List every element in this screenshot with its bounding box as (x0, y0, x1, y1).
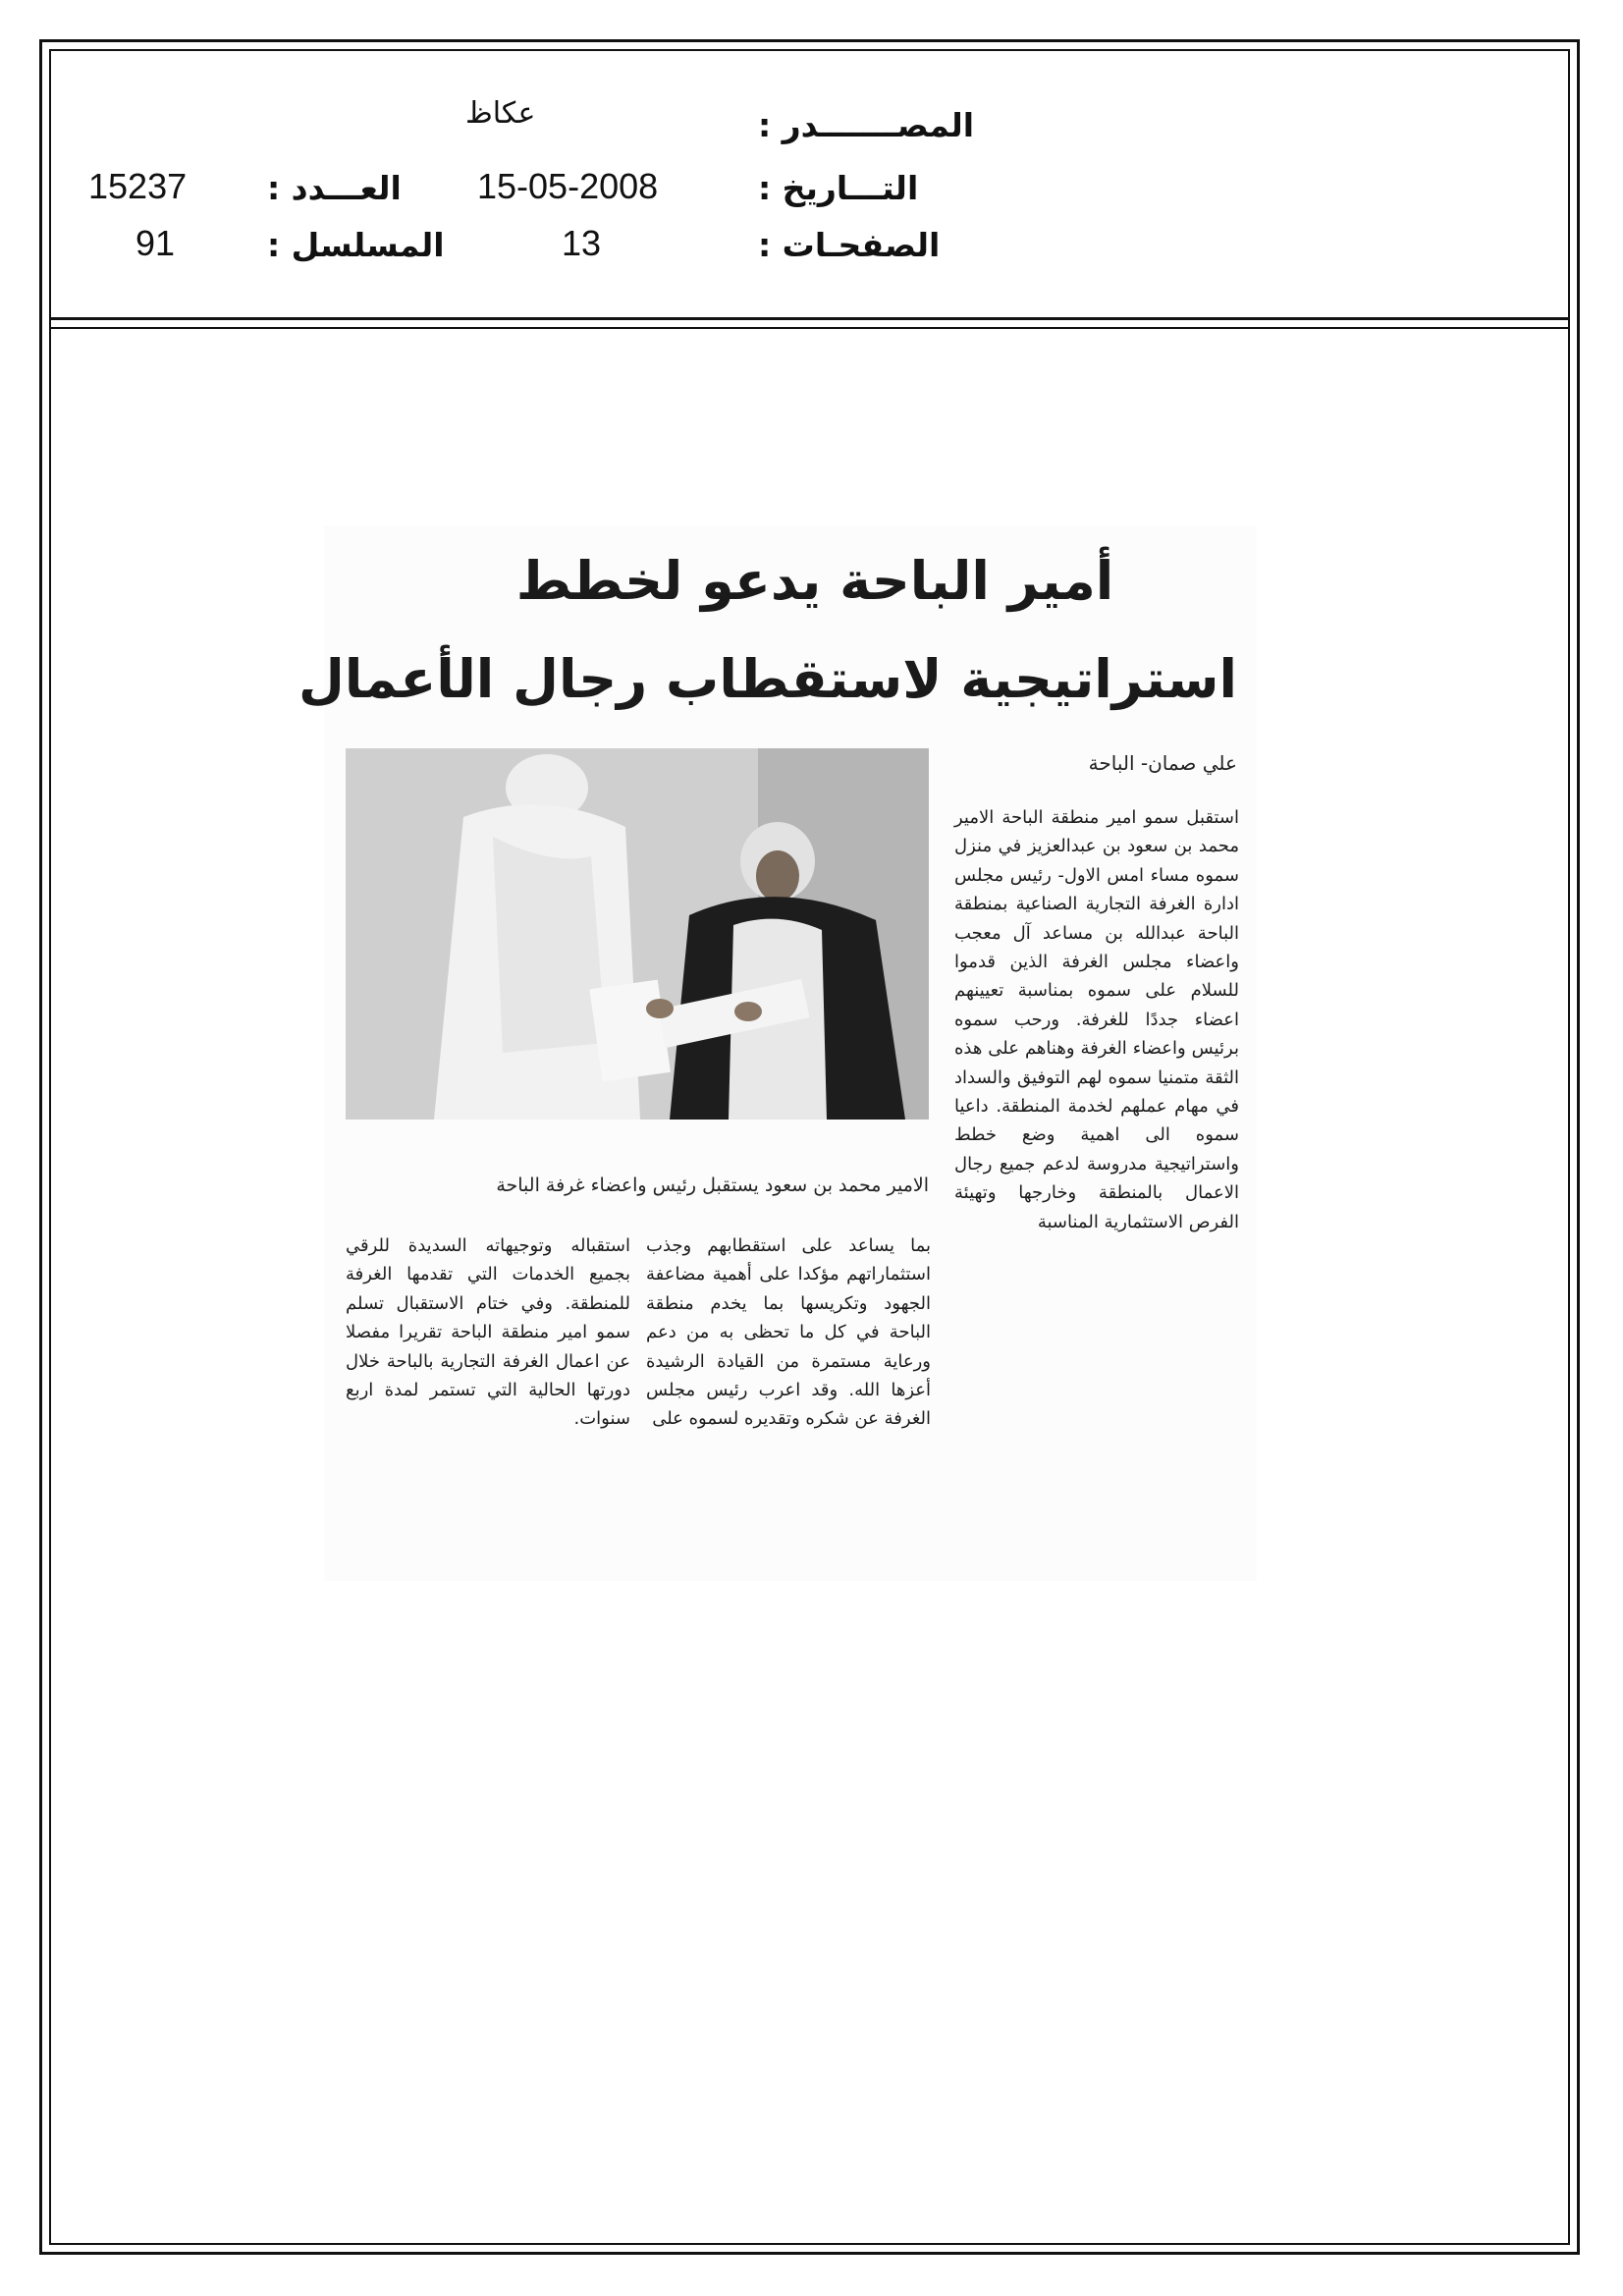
article-byline: علي صمان- الباحة (1088, 751, 1237, 775)
header-divider (49, 317, 1570, 320)
article-column-right (954, 803, 1239, 1236)
photo-caption: الامير محمد بن سعود يستقبل رئيس واعضاء غرفة الباحة (496, 1175, 929, 1196)
serial-value: 91 (135, 223, 176, 263)
article-column-middle (646, 1231, 931, 1434)
issue-value: 15237 (88, 166, 188, 206)
header-divider-inner (49, 327, 1570, 329)
article-column-right-text: استقبل سمو امير منطقة الباحة الامير محمد بن سعود بن عبدالعزيز في منزل سموه مساء امس الاول- رئيس مجلس ادارة الغرفة التجارية الصناعية بمنطقة الباحة عبدالله بن مساعد آل معجب واعضاء مجلس الغرفة الذين قدموا للسلام على سموه بمناسبة تعيينهم اعضاء جددًا للغرفة. ورحب سموه برئيس واعضاء الغرفة وهناهم على هذه الثقة متمنيا سموه لهم التوفيق والسداد في مهام عملهم لخدمة المنطقة. داعيا سموه الى اهمية وضع خطط واستراتيجية مدروسة لدعم جميع رجال الاعمال بالمنطقة وخارجها وتهيئة الفرص الاستثمارية المناسبة (954, 807, 1239, 1232)
article-column-left-text: استقباله وتوجيهاته السديدة للرقي بجميع الخدمات التي تقدمها الغرفة للمنطقة. وفي ختام الاستقبال تسلم سمو امير منطقة الباحة تقريرا مفصلا عن اعمال الغرفة التجارية بالباحة خلال دورتها الحالية التي تستمر لمدة اربع سنوات. (346, 1235, 630, 1430)
article-column-left (346, 1231, 630, 1434)
article-column-middle-text: بما يساعد على استقطابهم وجذب استثماراتهم مؤكدا على أهمية مضاعفة الجهود وتكريسها بما يخدم منطقة الباحة في كل ما تحظى به من دعم ورعاية مستمرة من القيادة الرشيدة أعزها الله. وقد اعرب رئيس مجلس الغرفة عن شكره وتقديره لسموه على (646, 1235, 931, 1430)
serial-label: المسلسل : (267, 226, 445, 264)
date-label: التـــاريخ : (758, 169, 919, 207)
pages-label: الصفحـات : (758, 226, 941, 264)
source-value: عكاظ (465, 96, 536, 131)
article-photo (346, 748, 929, 1120)
photo-figures (346, 748, 929, 1120)
article-headline-line2: استراتيجية لاستقطاب رجال الأعمال (298, 648, 1237, 710)
pages-value: 13 (562, 223, 602, 263)
date-value: 15-05-2008 (477, 166, 659, 206)
source-label: المصـــــــدر : (758, 106, 975, 144)
issue-label: العـــدد : (267, 169, 402, 207)
article-headline-line1: أمير الباحة يدعو لخطط (515, 550, 1114, 612)
